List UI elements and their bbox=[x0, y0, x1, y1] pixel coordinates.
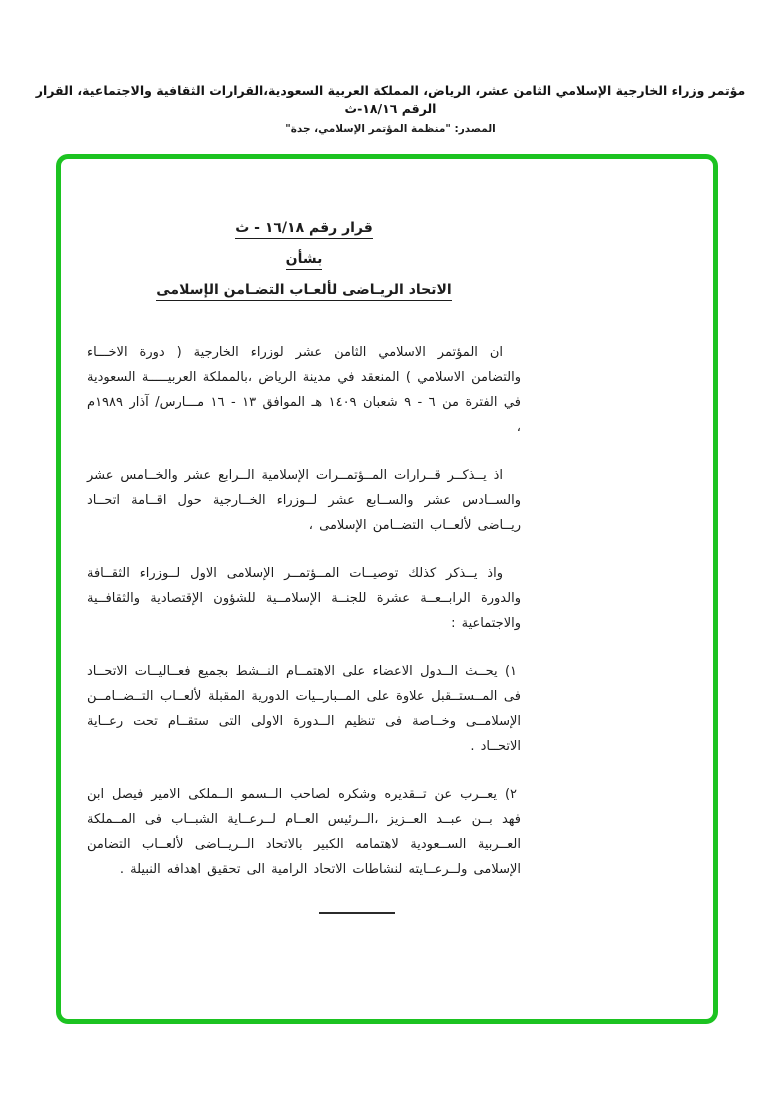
decision-number-title: قرار رقم ١٦/١٨ - ث bbox=[235, 220, 373, 239]
paragraph-preamble: ان المؤتمر الاسلامي الثامن عشر لوزراء الخارجية ( دورة الاخـــاء والتضامن الاسلامي ) المنعقد في مدينة الرياض ،بالمملكة العربيـــــة السعودية في الفترة من ٦ - ٩ شعبان ١٤٠٩ هـ الموافق ١٣ - ١٦ مـــارس/ آذار ١٩٨٩م ، bbox=[87, 345, 521, 435]
bibliographic-header bbox=[20, 82, 761, 135]
end-of-text-divider bbox=[319, 912, 395, 914]
paragraph-item-2: ٢) يعــرب عن تــقديره وشكره لصاحب الــسمو الــملكى الامير فيصل ابن فهد بــن عبــد العــزيز ،الــرئيس العــام لــرعــاية الشبــاب فى المــملكة العــربية الســعودية لاهتمامه الكبير بالاتحاد الــريــاضى لألعــاب التضامن الإسلامى ولــرعــايته لنشاطات الاتحاد الرامية الى تحقيق اهدافه النبيلة . bbox=[87, 787, 521, 877]
paragraph-recalling-resolutions: اذ يــذكــر قــرارات المــؤتمــرات الإسلامية الــرابع عشر والخــامس عشر والســادس عشر والســابع عشر لــوزراء الخــارجية حول اقــامة اتحــاد ريــاضى لألعــاب التضــامن الإسلامى ، bbox=[87, 468, 521, 533]
document-body bbox=[61, 159, 713, 914]
decision-title-block bbox=[87, 217, 521, 310]
header-source-line: المصدر: "منظمة المؤتمر الإسلامي، جدة" bbox=[285, 123, 496, 135]
document-green-frame bbox=[56, 154, 718, 1024]
decision-subject-title: الاتحاد الريـاضى لألعـاب التضـامن الإسلامى bbox=[156, 282, 451, 301]
header-citation-line: مؤتمر وزراء الخارجية الإسلامي الثامن عشر، الرياض، المملكة العربية السعودية،القرارات الثقافية والاجتماعية، القرار الرقم ١٨/١٦-ث bbox=[35, 83, 746, 116]
paragraph-item-1: ١) يحــث الــدول الاعضاء على الاهتمــام النــشط بجميع فعــاليــات الاتحــاد فى المــستــقبل علاوة على المــبارــيات الدورية المقبلة لألعــاب التــضــامــن الإسلامــى وخــاصة فى تنظيم الــدورة الاولى التى ستقــام تحت رعــاية الاتحــاد . bbox=[87, 664, 521, 754]
paragraph-recalling-recommendations: واذ يــذكر كذلك توصيــات المــؤتمــر الإسلامى الاول لــوزراء الثقــافة والدورة الرابــعــة عشرة للجنــة الإسلامــية للشؤون الإقتصادية والثقافــية والاجتماعية : bbox=[87, 566, 521, 631]
decision-subject-word: بشأن bbox=[286, 251, 323, 270]
